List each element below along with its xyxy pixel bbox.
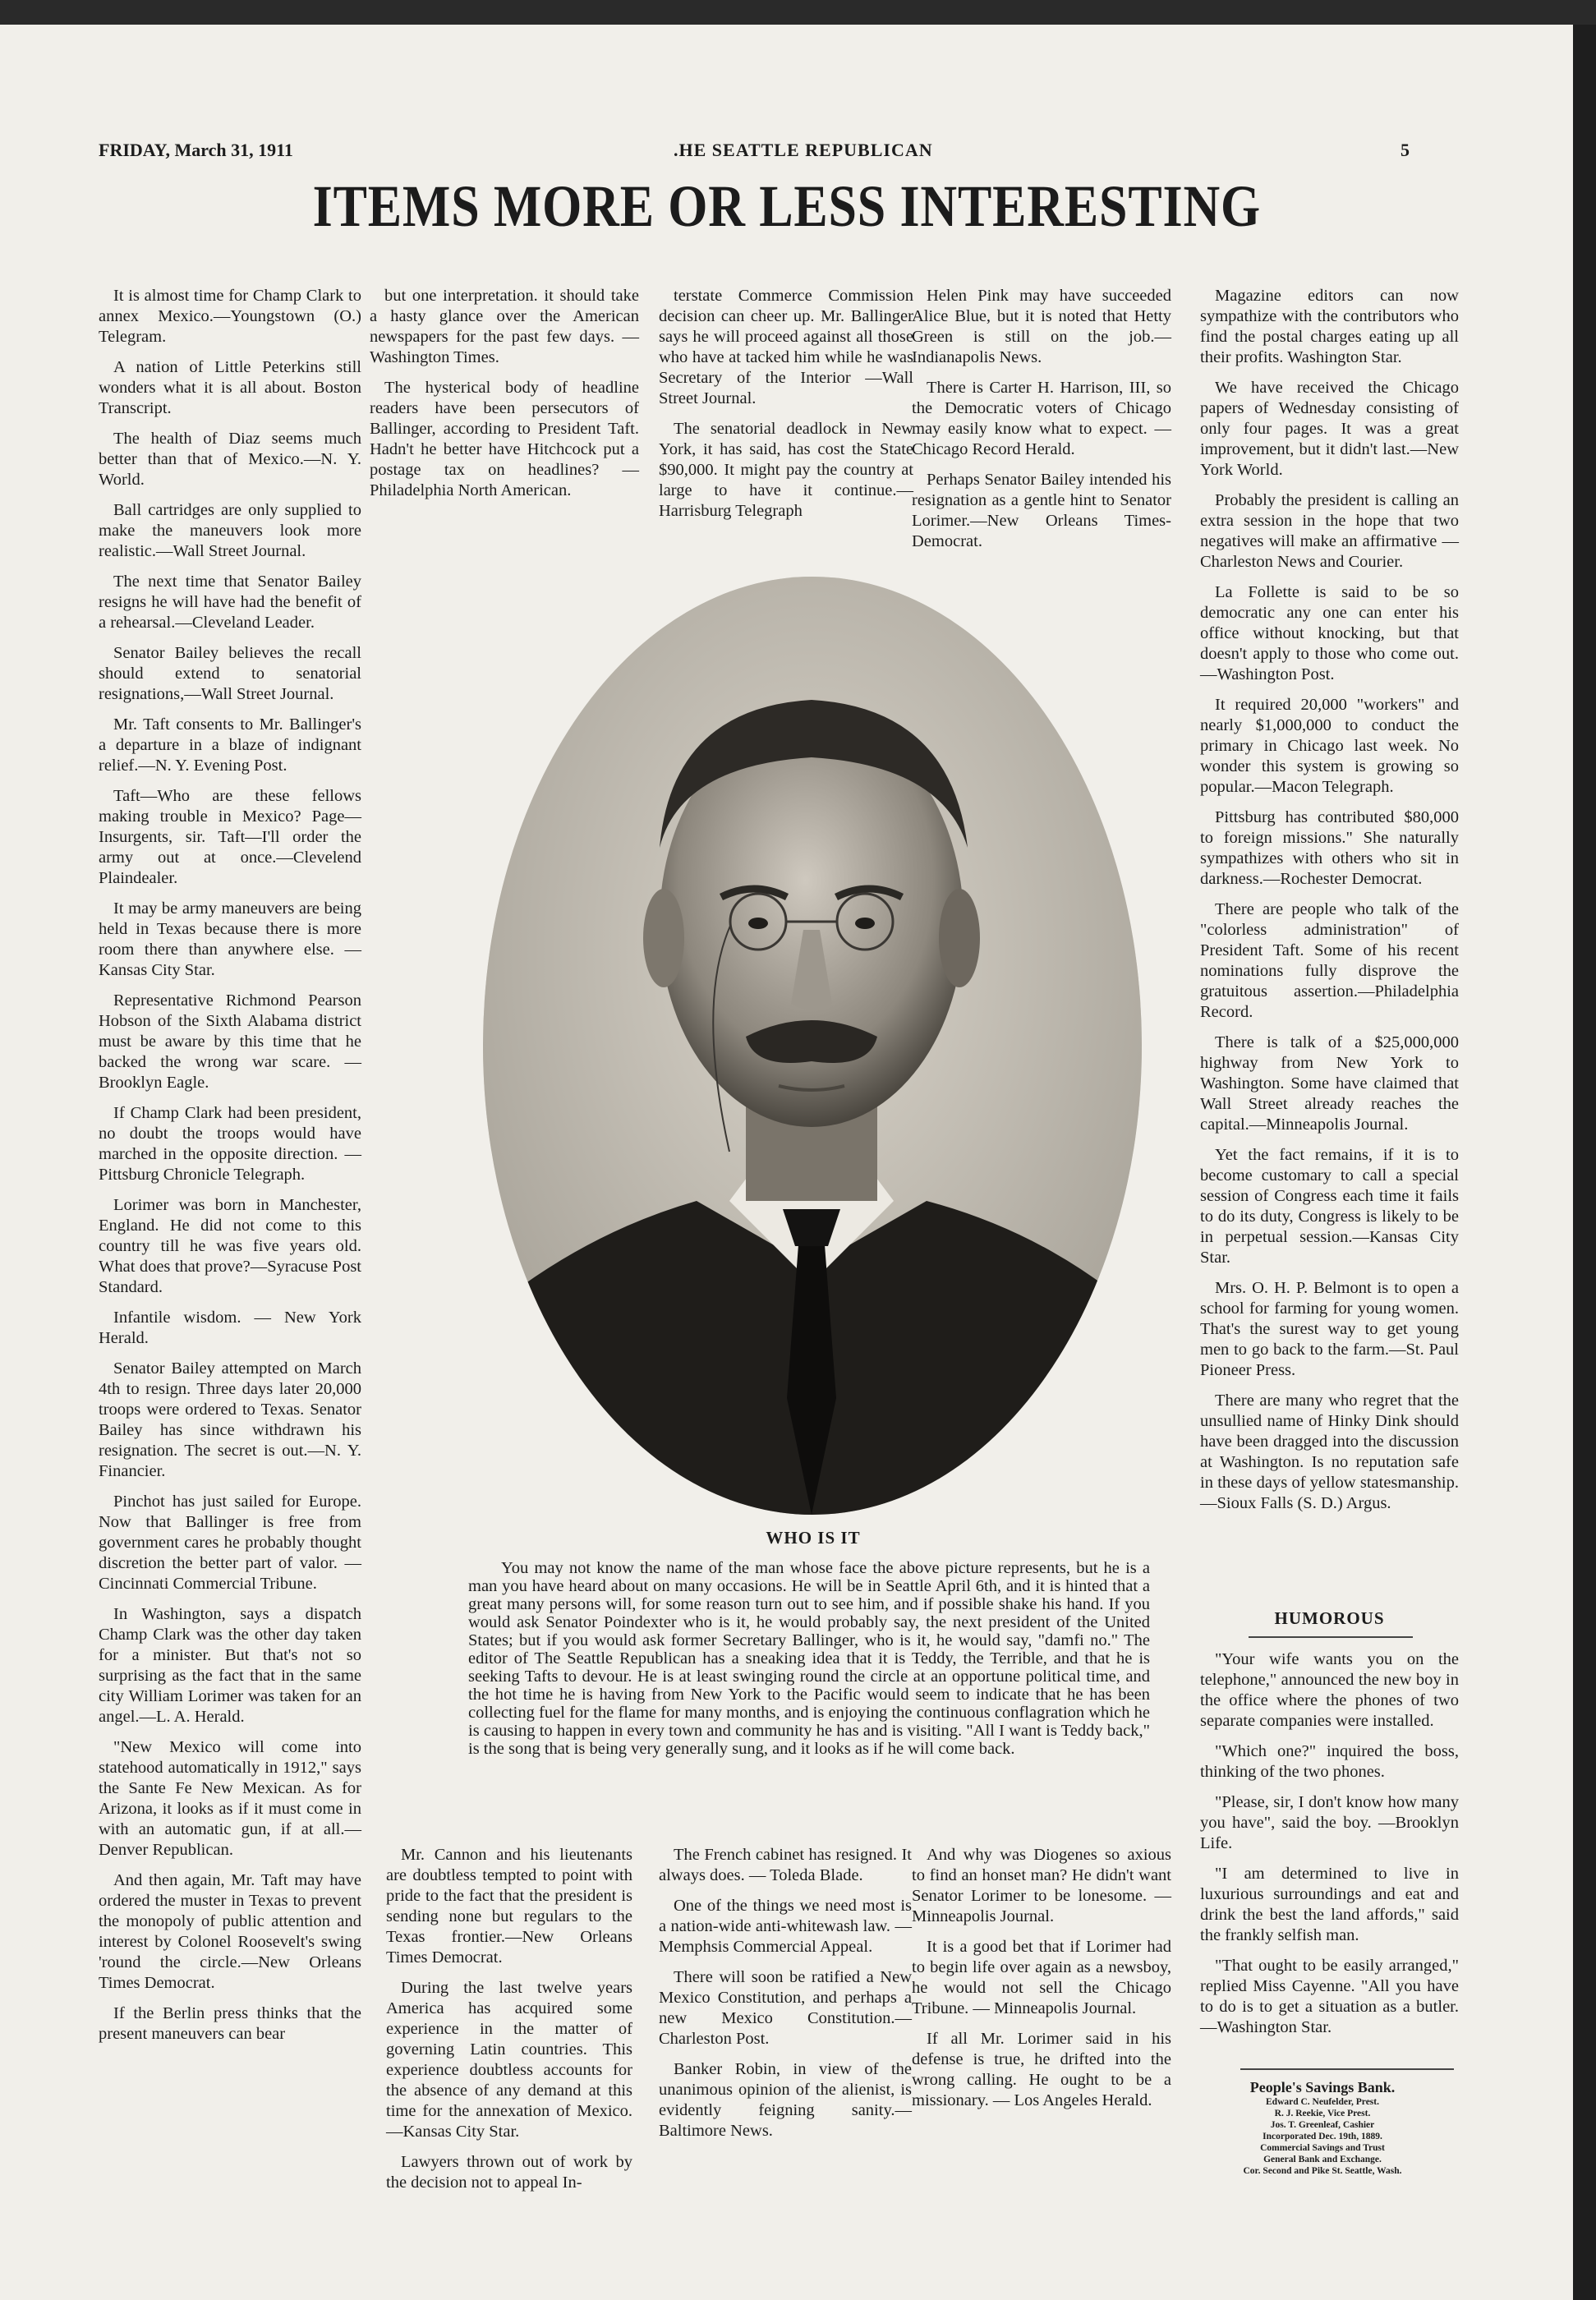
article-paragraph: We have received the Chicago papers of Wednesday consisting of only four pages. It was a great improvement, but it didn't last.—New York World. <box>1200 379 1459 479</box>
caption-title: WHO IS IT <box>766 1528 861 1548</box>
article-paragraph: Taft—Who are these fellows making trouble in Mexico? Page—Insurgents, sir. Taft—I'll order the army out at once.—Clevelend Plaindealer. <box>99 787 361 887</box>
article-paragraph: A nation of Little Peterkins still wonders what it is all about. Boston Transcript. <box>99 358 361 417</box>
article-paragraph: There is talk of a $25,000,000 highway from New York to Washington. Some have claimed that Wall Street already reaches the capital.—Minneapolis Journal. <box>1200 1033 1459 1134</box>
article-paragraph: Pinchot has just sailed for Europe. Now that Ballinger is free from government cares he probably thought discretion the better part of valor. —Cincinnati Commercial Tribune. <box>99 1493 361 1593</box>
article-paragraph: Probably the president is calling an extra session in the hope that two negatives will make an affirmative — Charleston News and Courier. <box>1200 491 1459 571</box>
article-paragraph: "Please, sir, I don't know how many you have", said the boy. —Brooklyn Life. <box>1200 1793 1459 1852</box>
article-paragraph: "Which one?" inquired the boss, thinking of the two phones. <box>1200 1742 1459 1781</box>
article-paragraph: Ball cartridges are only supplied to make the maneuvers look more realistic.—Wall Street Journal. <box>99 501 361 560</box>
humorous-column <box>1200 1649 1459 2048</box>
article-paragraph: There is Carter H. Harrison, III, so the Democratic voters of Chicago may easily know what to expect. — Chicago Record Herald. <box>912 379 1171 458</box>
article-paragraph: Perhaps Senator Bailey intended his resignation as a gentle hint to Senator Lorimer.—New Orleans Times-Democrat. <box>912 471 1171 550</box>
article-paragraph: Lorimer was born in Manchester, England. He did not come to this country till he was five years old. What does that prove?—Syracuse Post Standard. <box>99 1196 361 1296</box>
article-paragraph: Helen Pink may have succeeded Alice Blue, but it is noted that Hetty Green is still on the job.—Indianapolis News. <box>912 287 1171 366</box>
article-paragraph: And why was Diogenes so axious to find an honset man? He didn't want Senator Lorimer to be lonesome. — Minneapolis Journal. <box>912 1846 1171 1925</box>
newspaper-page <box>0 25 1573 2300</box>
article-paragraph: If the Berlin press thinks that the present maneuvers can bear <box>99 2004 361 2043</box>
article-paragraph: It is a good bet that if Lorimer had to begin life over again as a newsboy, he would not sell the Chicago Tribune. — Minneapolis Journal. <box>912 1938 1171 2017</box>
article-paragraph: Magazine editors can now sympathize with the contributors who find the postal charges eating up all their profits. Washington Star. <box>1200 287 1459 366</box>
ad-line: Edward C. Neufelder, Prest. <box>1266 2097 1379 2107</box>
article-paragraph: "Your wife wants you on the telephone," announced the new boy in the office where the phones of two separate companies were installed. <box>1200 1650 1459 1730</box>
article-paragraph: Infantile wisdom. — New York Herald. <box>99 1309 361 1347</box>
article-paragraph: If Champ Clark had been president, no doubt the troops would have marched in the opposite direction. — Pittsburg Chronicle Telegraph. <box>99 1104 361 1184</box>
column-2-top <box>370 286 639 511</box>
issue-date: FRIDAY, March 31, 1911 <box>99 140 293 160</box>
column-4-top <box>912 286 1171 562</box>
article-paragraph: It may be army maneuvers are being held in Texas because there is more room there than anywhere else. — Kansas City Star. <box>99 899 361 979</box>
humorous-heading: HUMOROUS <box>1274 1608 1385 1628</box>
caption-body <box>468 1559 1150 1758</box>
column-4-bottom <box>912 1845 1171 2121</box>
article-paragraph: One of the things we need most is a nation-wide anti-whitewash law. — Memphsis Commercial Appeal. <box>659 1897 912 1956</box>
ad-line: Commercial Savings and Trust <box>1260 2143 1385 2153</box>
ad-title: People's Savings Bank. <box>1249 2079 1396 2095</box>
article-paragraph: And then again, Mr. Taft may have ordered the muster in Texas to prevent the monopoly of public attention and interest by Colonel Roosevelt's swing 'round the circle.—New Orleans Times Democrat. <box>99 1871 361 1992</box>
article-paragraph: The hysterical body of headline readers have been persecutors of Ballinger, according to President Taft. Hadn't he better have Hitchcock put a postage tax on headlines? — Philadelphia North American. <box>370 379 639 499</box>
article-paragraph: Lawyers thrown out of work by the decision not to appeal In- <box>386 2153 632 2192</box>
column-1 <box>99 286 361 2054</box>
article-paragraph: but one interpretation. it should take a hasty glance over the American newspapers for the past few days. — Washington Times. <box>370 287 639 366</box>
article-paragraph: Senator Bailey believes the recall should extend to senatorial resignations,—Wall Street Journal. <box>99 644 361 703</box>
article-paragraph: Yet the fact remains, if it is to become customary to call a special session of Congress each time it fails to do its duty, Congress is likely to be in perpetual session.—Kansas City Star. <box>1200 1146 1459 1267</box>
ad-line: Jos. T. Greenleaf, Cashier <box>1270 2120 1375 2130</box>
page-number: 5 <box>1401 140 1410 160</box>
ad-divider <box>1240 2068 1454 2070</box>
humorous-divider <box>1249 1636 1413 1638</box>
page-headline: ITEMS MORE OR LESS INTERESTING <box>312 173 1262 239</box>
article-paragraph: Mr. Cannon and his lieutenants are doubtless tempted to point with pride to the fact that the president is sending none but regulars to the Texas frontier.—New Orleans Times Democrat. <box>386 1846 632 1966</box>
portrait-photo <box>483 577 1142 1515</box>
ad-line: Cor. Second and Pike St. Seattle, Wash. <box>1243 2166 1402 2176</box>
column-3-bottom <box>659 1845 912 2151</box>
article-paragraph: The French cabinet has resigned. It always does. — Toleda Blade. <box>659 1846 912 1884</box>
article-paragraph: There are many who regret that the unsullied name of Hinky Dink should have been dragged into the discussion at Washington. Is no reputation safe in these days of yellow statesmanship.—Sioux Falls (S. D.) Argus. <box>1200 1392 1459 1512</box>
portrait-illustration <box>483 577 1142 1515</box>
article-paragraph: If all Mr. Lorimer said in his defense is true, he drifted into the wrong calling. He ought to be a missionary. — Los Angeles Herald. <box>912 2030 1171 2109</box>
caption-text: You may not know the name of the man whose face the above picture represents, but he is a man you have heard about on many occasions. He will be in Seattle April 6th, and it is hinted that a great many persons will, for some reason turn out to see him, and if possible shake his hand. If you would ask Senator Poindexter who is it, he would probably say, the next president of the United States; but if you would ask former Secretary Ballinger, who is it, he would say, "damfi no." The editor of The Seattle Republican has a sneaking idea that it is Teddy, the Terrible, and that he is seeking Tafts to devour. He is at least swinging round the circle at an opportune political time, and the hot time he is having from New York to the Pacific would seem to indicate that he has been collecting fuel for the flame for many months, and is enjoying the continuous conflagration which he is causing to happen in every town and community he has and is visiting. "All I want is Teddy back," is the song that is being very generally sung, and it looks as if he will come back. <box>468 1559 1150 1758</box>
article-paragraph: It is almost time for Champ Clark to annex Mexico.—Youngstown (O.) Telegram. <box>99 287 361 346</box>
ad-line: General Bank and Exchange. <box>1263 2155 1382 2164</box>
article-paragraph: There will soon be ratified a New Mexico Constitution, and perhaps a new Mexico Constitution.—Charleston Post. <box>659 1968 912 2048</box>
bank-advertisement <box>1183 2078 1462 2177</box>
article-paragraph: Mr. Taft consents to Mr. Ballinger's a departure in a blaze of indignant relief.—N. Y. Evening Post. <box>99 715 361 775</box>
article-paragraph: Banker Robin, in view of the unanimous opinion of the alienist, is evidently feigning sanity.—Baltimore News. <box>659 2060 912 2140</box>
paper-name: .HE SEATTLE REPUBLICAN <box>674 140 933 160</box>
article-paragraph: "I am determined to live in luxurious surroundings and eat and drink the best the land affords," said the frankly selfish man. <box>1200 1865 1459 1944</box>
article-paragraph: "That ought to be easily arranged," replied Miss Cayenne. "All you have to do is to get a situation as a butler.—Washington Star. <box>1200 1957 1459 2036</box>
scan-border <box>1573 25 1596 2300</box>
article-paragraph: La Follette is said to be so democratic any one can enter his office without knocking, but that doesn't apply to those who come out.—Washington Post. <box>1200 583 1459 683</box>
article-paragraph: Representative Richmond Pearson Hobson of the Sixth Alabama district must be aware by this time that he backed the wrong war scare. — Brooklyn Eagle. <box>99 991 361 1092</box>
article-paragraph: "New Mexico will come into statehood automatically in 1912," says the Sante Fe New Mexican. As for Arizona, it looks as if it must come in with an automatic gun, if at all.—Denver Republican. <box>99 1738 361 1859</box>
column-5 <box>1200 286 1459 1524</box>
ad-line: Incorporated Dec. 19th, 1889. <box>1263 2132 1382 2141</box>
article-paragraph: terstate Commerce Commission decision can cheer up. Mr. Ballinger says he will proceed against all those who have at tacked him while he was Secretary of the Interior —Wall Street Journal. <box>659 287 913 407</box>
article-paragraph: The health of Diaz seems much better than that of Mexico.—N. Y. World. <box>99 430 361 489</box>
column-3-top <box>659 286 913 531</box>
article-paragraph: It required 20,000 "workers" and nearly $1,000,000 to conduct the primary in Chicago last week. No wonder this system is growing so popular.—Macon Telegraph. <box>1200 696 1459 796</box>
article-paragraph: Mrs. O. H. P. Belmont is to open a school for farming for young women. That's the surest way to get young men to go back to the farm.—St. Paul Pioneer Press. <box>1200 1279 1459 1379</box>
column-2-bottom <box>386 1845 632 2203</box>
article-paragraph: The next time that Senator Bailey resigns he will have had the benefit of a rehearsal.—Cleveland Leader. <box>99 573 361 632</box>
article-paragraph: Pittsburg has contributed $80,000 to foreign missions." She naturally sympathizes with others who sit in darkness.—Rochester Democrat. <box>1200 808 1459 888</box>
article-paragraph: The senatorial deadlock in New York, it has said, has cost the State $90,000. It might pay the country at large to have it continue.—Harrisburg Telegraph <box>659 420 913 520</box>
article-paragraph: Senator Bailey attempted on March 4th to resign. Three days later 20,000 troops were ordered to Texas. Senator Bailey has since withdrawn his resignation. The secret is out.—N. Y. Financier. <box>99 1359 361 1480</box>
page-header <box>99 140 1413 172</box>
article-paragraph: There are people who talk of the "colorless administration" of President Taft. Some of his recent nominations fully disprove the gratuitous assertion.—Philadelphia Record. <box>1200 900 1459 1021</box>
ad-line: R. J. Reekie, Vice Prest. <box>1274 2109 1371 2118</box>
article-paragraph: During the last twelve years America has acquired some experience in the matter of governing Latin countries. This experience doubtless accounts for the absence of any demand at this time for the annexation of Mexico.—Kansas City Star. <box>386 1979 632 2141</box>
article-paragraph: In Washington, says a dispatch Champ Clark was the other day taken for a minister. But that's not so surprising as the fact that in the same city William Lorimer was taken for an angel.—L. A. Herald. <box>99 1605 361 1726</box>
